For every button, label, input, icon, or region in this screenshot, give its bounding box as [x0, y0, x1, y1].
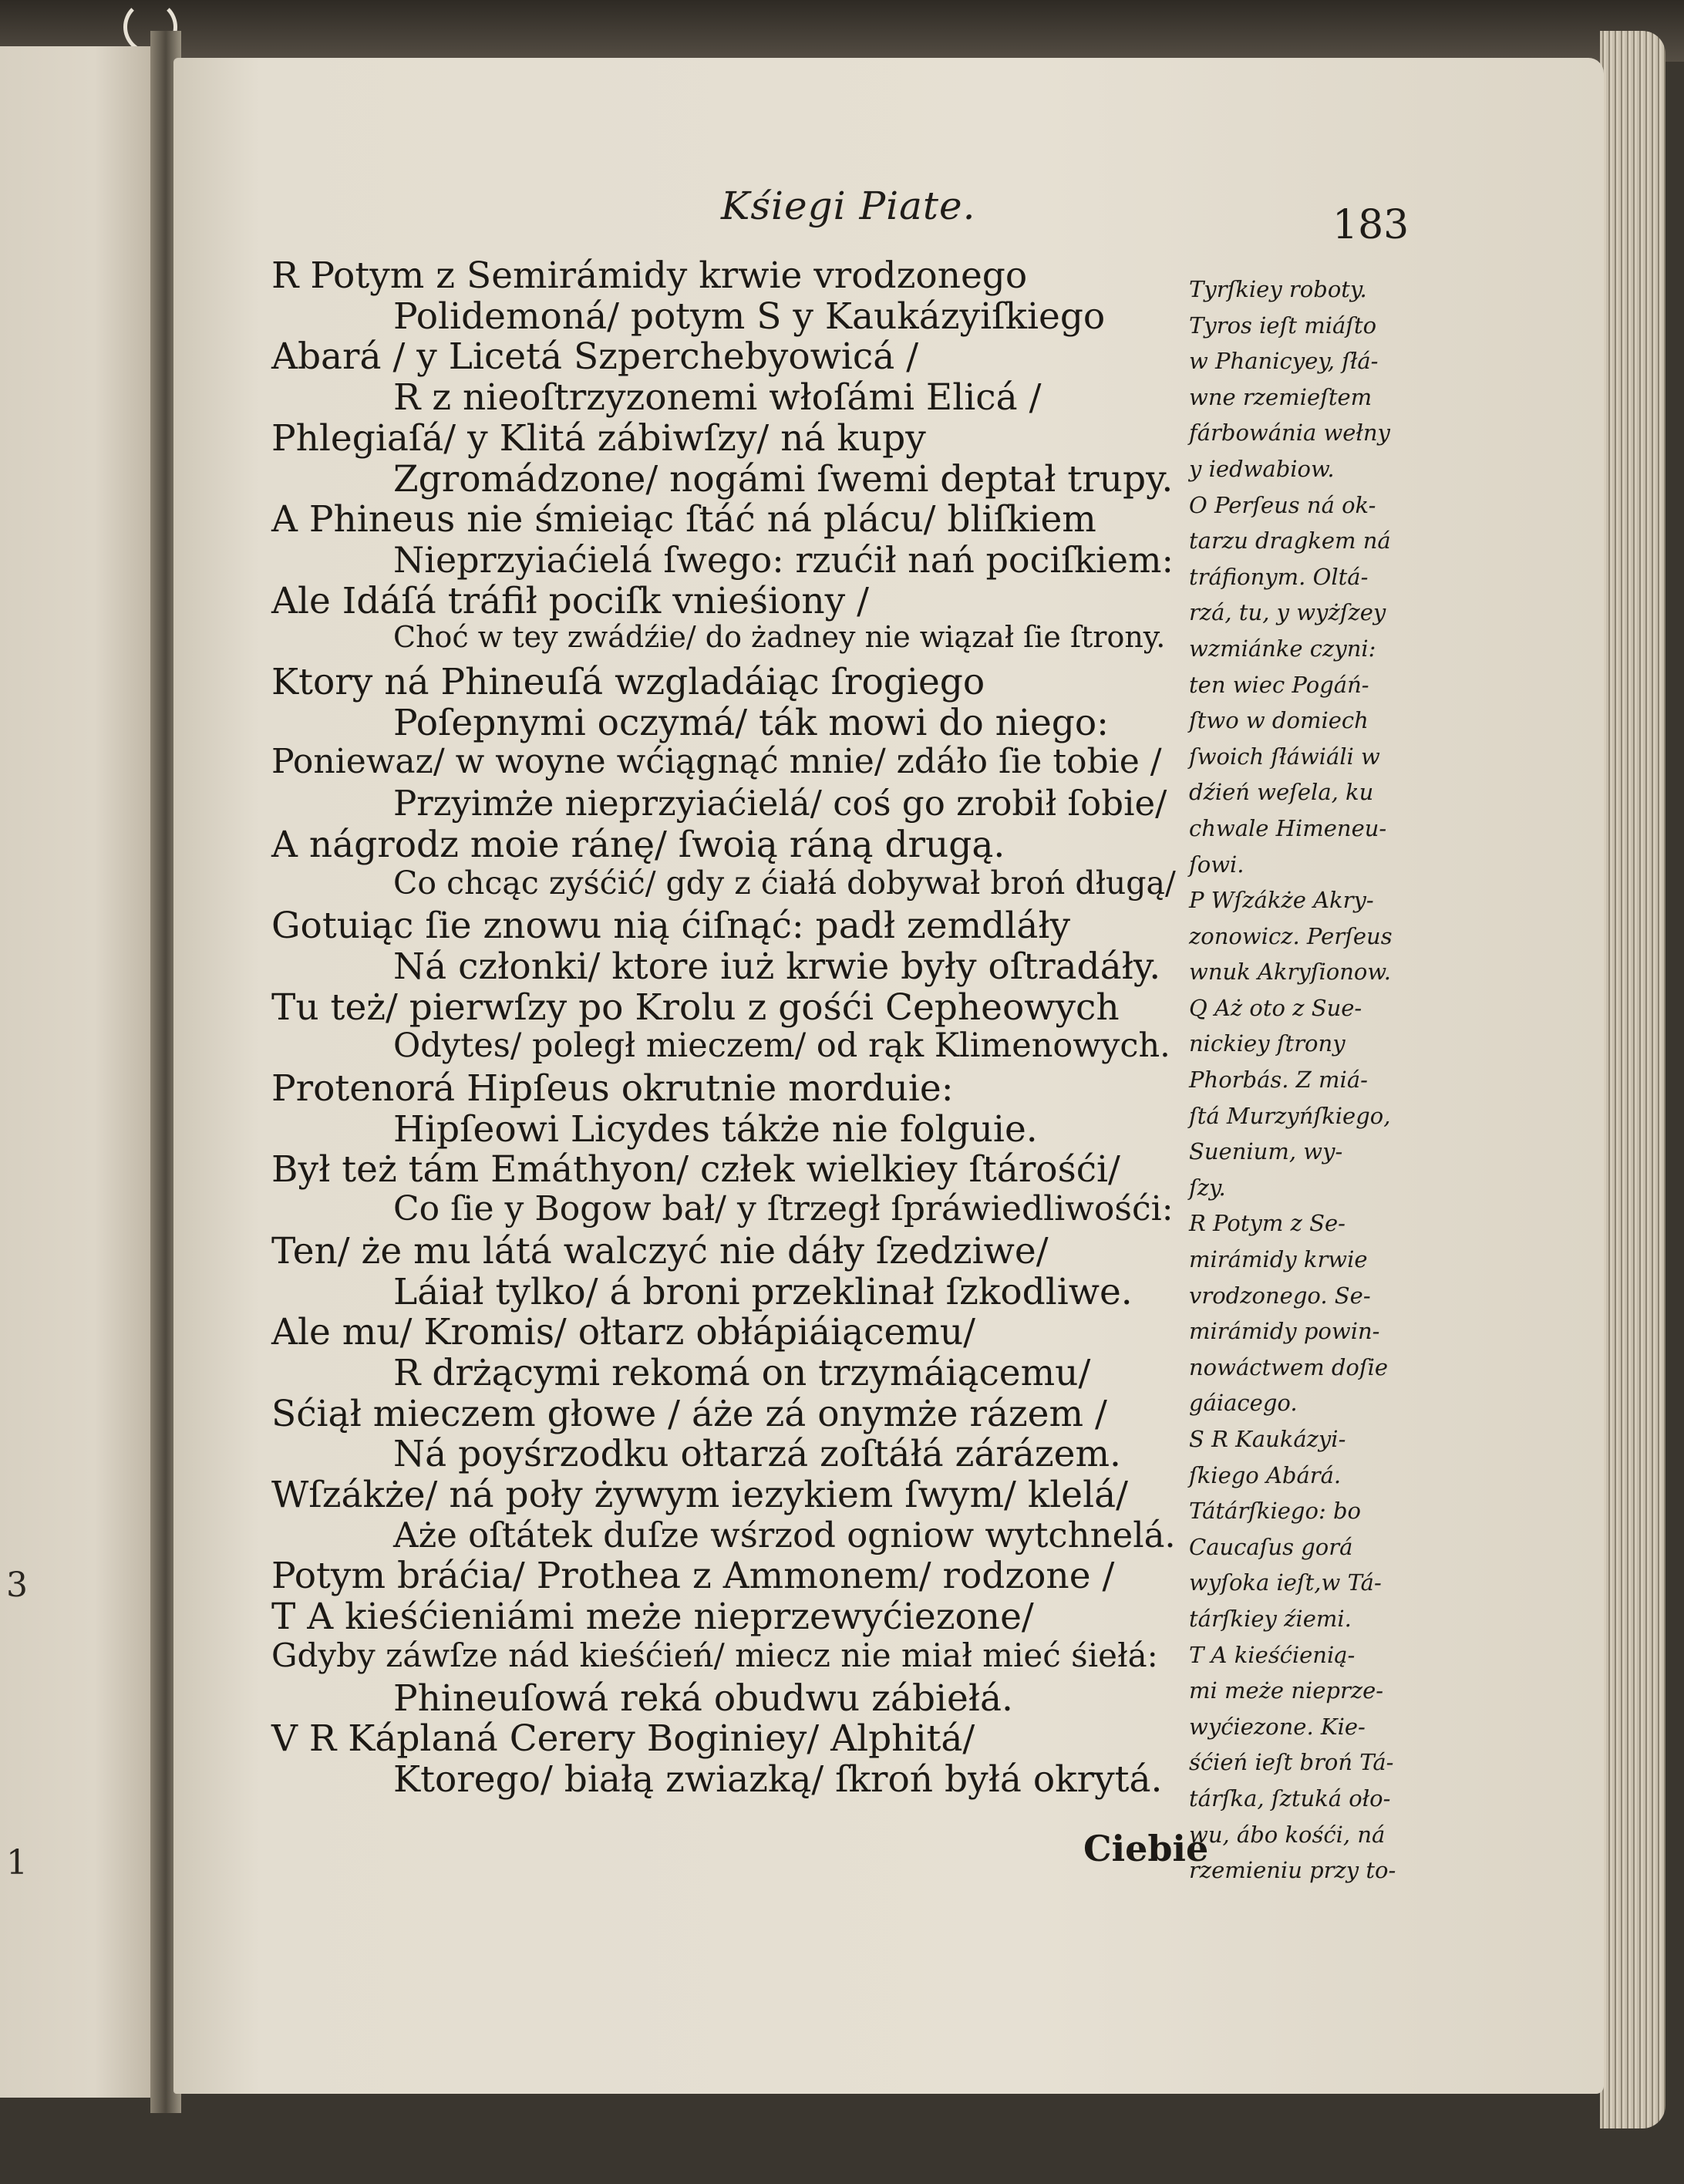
- margin-note-line: nickiey ſtrony: [1189, 1030, 1346, 1057]
- verse-line: V R Káplaná Cerery Boginiey/ Alphitá/: [271, 1717, 975, 1761]
- verse-line: Odytes/ poległ mieczem/ od rąk Klimenowych.: [393, 1026, 1170, 1066]
- margin-note-line: wzmiánke czyni:: [1189, 635, 1376, 662]
- margin-note-line: mi meże nieprze-: [1189, 1677, 1384, 1704]
- verse-line: Poſepnymi oczymá/ ták mowi do niego:: [393, 701, 1110, 744]
- margin-note-line: Suenium, wy-: [1189, 1138, 1343, 1165]
- margin-note-line: Tyrſkiey roboty.: [1189, 276, 1367, 302]
- margin-note-line: ſtá Murzyńſkiego,: [1189, 1102, 1391, 1129]
- margin-note-line: O Perſeus ná ok-: [1189, 491, 1376, 518]
- verse-line: Protenorá Hipſeus okrutnie morduie:: [271, 1067, 954, 1110]
- margin-note-line: Caucaſus gorá: [1189, 1533, 1353, 1560]
- left-page: [0, 46, 158, 2098]
- margin-note-line: ſtwo w domiech: [1189, 707, 1369, 734]
- verse-line: Co ſie y Bogow bał/ y ſtrzegł ſpráwiedliwośći:: [393, 1189, 1174, 1229]
- margin-note-line: P Wſzákże Akry-: [1189, 887, 1374, 914]
- margin-note-line: ſowi.: [1189, 851, 1244, 878]
- margin-note-line: R Potym z Se-: [1189, 1210, 1346, 1237]
- verse-line: Wſzákże/ ná poły żywym iezykiem ſwym/ klelá/: [271, 1474, 1128, 1516]
- margin-note-line: gáiacego.: [1189, 1390, 1298, 1417]
- margin-notes: [1189, 271, 1428, 1889]
- margin-note-line: mirámidy krwie: [1189, 1246, 1368, 1273]
- margin-note-line: ſwoich ſłáwiáli w: [1189, 743, 1380, 770]
- verse-line: R z nieoſtrzyzonemi włoſámi Elicá /: [393, 376, 1042, 420]
- verse-line: A Phineus nie śmieiąc ſtáć ná plácu/ bliſkiem: [271, 498, 1096, 541]
- verse-line: A nágrodz moie ránę/ ſwoią ráną drugą.: [271, 823, 1005, 866]
- margin-note-line: T A kieśćienią-: [1189, 1641, 1356, 1668]
- margin-note-line: ſkiego Abárá.: [1189, 1461, 1342, 1488]
- margin-note-line: tráfionym. Oltá-: [1189, 563, 1369, 590]
- margin-note-line: wyćiezone. Kie-: [1189, 1713, 1366, 1740]
- margin-note-line: S R Kaukázyi-: [1189, 1426, 1346, 1452]
- verse-line: Potym bráćia/ Prothea z Ammonem/ rodzone /: [271, 1555, 1115, 1598]
- margin-note-line: tárſkiey źiemi.: [1189, 1605, 1352, 1632]
- verse-line: Co chcąc zyśćić/ gdy z ćiałá dobywał broń długą/: [393, 864, 1176, 902]
- verse-line: Ale Idáſá tráfił pociſk vnieśiony /: [271, 579, 869, 622]
- verse-line: Ten/ że mu látá walczyć nie dáły ſzedziwe/: [271, 1229, 1049, 1272]
- verse-line: Przyimże nieprzyiaćielá/ coś go zrobił ſobie/: [393, 783, 1167, 824]
- margin-note-line: wne rzemieſtem: [1189, 383, 1372, 410]
- verse-line: Ktory ná Phineuſá wzgladáiąc ſrogiego: [271, 661, 985, 703]
- margin-note-line: Tyros ieſt miáſto: [1189, 312, 1377, 339]
- left-page-mark: 3: [6, 1566, 28, 1605]
- margin-note-line: ſzy.: [1189, 1174, 1226, 1201]
- verse-line: Abará / y Licetá Szperchebyowicá /: [271, 335, 919, 379]
- book-top-edge: [0, 0, 1684, 62]
- verse-line: Był też tám Emáthyon/ człek wielkiey ſtárośći/: [271, 1148, 1120, 1191]
- verse-line: Ale mu/ Kromis/ ołtarz obłápiáiącemu/: [271, 1311, 975, 1354]
- catchword: Ciebie: [1083, 1828, 1209, 1869]
- verse-line: Phlegiaſá/ y Klitá zábiwſzy/ ná kupy: [271, 416, 926, 460]
- verse-line: Poniewaz/ w woyne wćiągnąć mnie/ zdáło ſie tobie /: [271, 742, 1162, 782]
- verse-line: Gotuiąc ſie znowu nią ćiſnąć: padł zemdláły: [271, 905, 1071, 948]
- margin-note-line: zonowicz. Perſeus: [1189, 922, 1393, 949]
- verse-line: Gdyby záwſze nád kieśćień/ miecz nie miał mieć śiełá:: [271, 1636, 1158, 1674]
- page-edges: [1600, 31, 1665, 2128]
- verse-line: T A kieśćieniámi meże nieprzewyćiezone/: [271, 1596, 1034, 1639]
- margin-note-line: śćień ieſt broń Tá-: [1189, 1749, 1394, 1776]
- margin-note-line: vrodzonego. Se-: [1189, 1282, 1371, 1309]
- margin-note-line: w Phanicyey, ſłá-: [1189, 348, 1379, 375]
- verse-line: Hipſeowi Licydes tákże nie folguie.: [393, 1107, 1038, 1151]
- verse-line: R drżącymi rekomá on trzymáiącemu/: [393, 1351, 1091, 1394]
- margin-note-line: chwale Himeneu-: [1189, 814, 1387, 841]
- margin-note-line: fárbowánia wełny: [1189, 420, 1390, 447]
- margin-note-line: ten wiec Pogáń-: [1189, 671, 1369, 698]
- verse-line: Polidemoná/ potym S y Kaukázyiſkiego: [393, 295, 1106, 338]
- margin-note-line: tárſka, ſztuká oło-: [1189, 1785, 1391, 1812]
- verse-line: R Potym z Semirámidy krwie vrodzonego: [271, 254, 1028, 297]
- margin-note-line: Tátárſkiego: bo: [1189, 1498, 1361, 1525]
- margin-note-line: Q Aż oto z Sue-: [1189, 994, 1362, 1021]
- margin-note-line: mirámidy powin-: [1189, 1318, 1380, 1345]
- verse-line: Choć w tey zwádźie/ do żadney nie wiązał ſie ſtrony.: [393, 620, 1166, 655]
- margin-note-line: wu, ábo kośći, ná: [1189, 1821, 1386, 1848]
- margin-note-line: nowáctwem doſie: [1189, 1353, 1389, 1380]
- margin-note-line: dźień weſela, ku: [1189, 779, 1374, 806]
- margin-note-line: wnuk Akryſionow.: [1189, 959, 1391, 986]
- margin-note-line: wyſoka ieſt,w Tá-: [1189, 1569, 1382, 1596]
- verse-line: Sćiął mieczem głowe / áże zá onymże rázem /: [271, 1392, 1107, 1435]
- margin-note-line: Phorbás. Z miá-: [1189, 1067, 1368, 1094]
- verse-line: Aże oſtátek duſze wśrzod ogniow wytchnelá.: [393, 1514, 1176, 1555]
- verse-line: Láiał tylko/ á broni przeklinał ſzkodliwe.: [393, 1270, 1133, 1313]
- verse-line: Zgromádzone/ nogámi ſwemi deptał trupy.: [393, 457, 1174, 501]
- page-number: 183: [1332, 202, 1410, 248]
- verse-line: Tu też/ pierwſzy po Krolu z gośći Cepheowych: [271, 986, 1120, 1029]
- verse-line: Ná członki/ ktore iuż krwie były oſtradáły.: [393, 945, 1161, 988]
- running-head: Kśiegi Piate.: [721, 184, 976, 228]
- verse-line: Nieprzyiaćielá ſwego: rzućił nań pociſkiem:: [393, 538, 1174, 581]
- verse-line: Phineuſowá reká obudwu zábiełá.: [393, 1677, 1013, 1720]
- margin-note-line: rzá, tu, y wyżſzey: [1189, 599, 1386, 626]
- verse-line: Ktorego/ białą zwiazką/ ſkroń byłá okrytá.: [393, 1758, 1163, 1801]
- margin-note-line: rzemieniu przy to-: [1189, 1857, 1396, 1884]
- left-page-mark: 1: [6, 1843, 28, 1882]
- margin-note-line: y iedwabiow.: [1189, 455, 1335, 482]
- margin-note-line: tarzu dragkem ná: [1189, 527, 1391, 554]
- verse-line: Ná poyśrzodku ołtarzá zoſtáłá zárázem.: [393, 1433, 1121, 1476]
